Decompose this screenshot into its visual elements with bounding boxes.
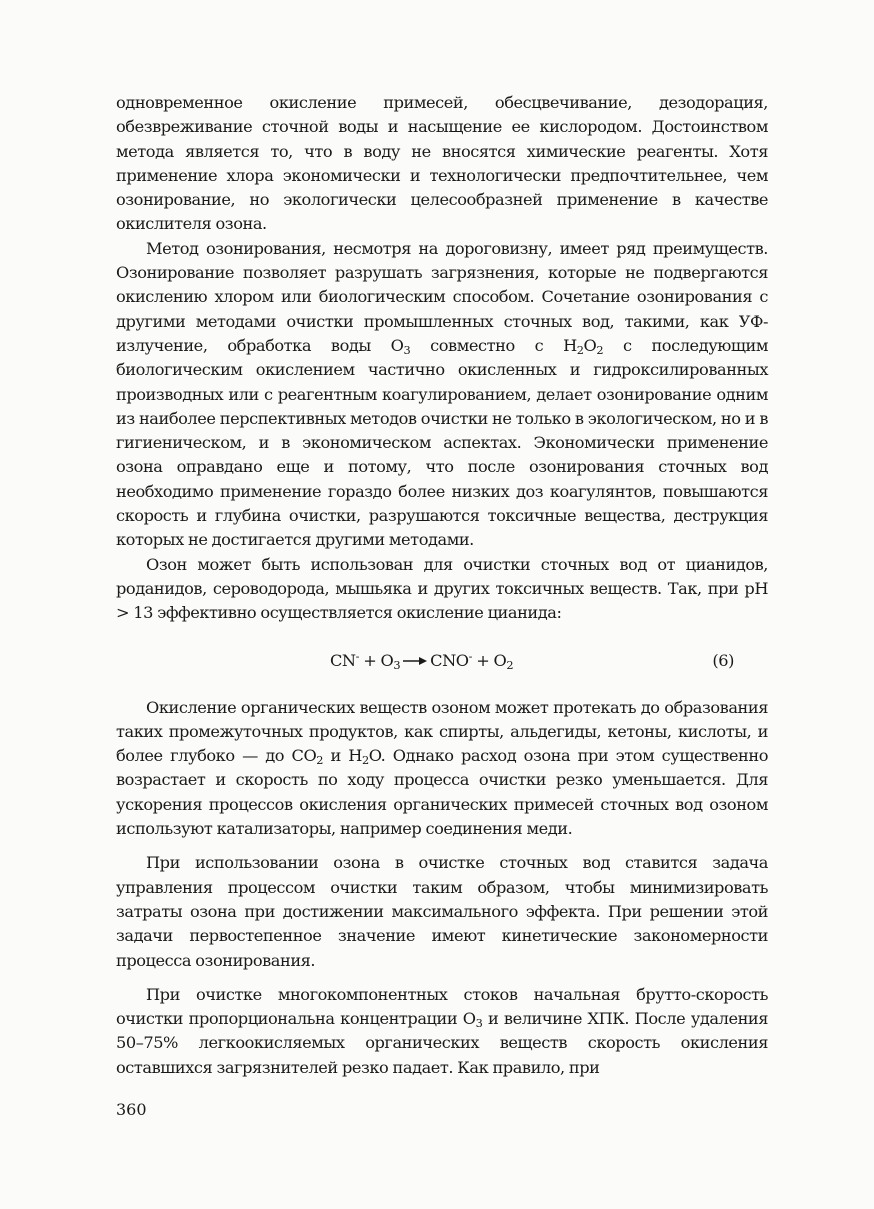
paragraph-4-text-c: O. Однако расход озона при этом существенно возрастает и скорость по ходу процесса очистки резко уменьшается. Для ускорения процессов окисления органических примесей сточных вод озоном используют катализаторы, например соединения меди.: [116, 746, 768, 839]
equation-formula: [330, 649, 513, 673]
document-page: [116, 91, 768, 1080]
subscript: 3: [393, 657, 401, 672]
paragraph-4: [116, 696, 768, 842]
paragraph-4-text-a: Окисление органических веществ озоном может протекать до образования таких промежуточных продуктов, как спирты, альдегиды, кетоны, кислоты, и более глубоко — до CO: [116, 697, 768, 766]
subscript: 2: [596, 342, 604, 357]
paragraph-6-text-b: и величине ХПК. После удаления 50–75% легкоокисляемых органических веществ скорость окисления оставшихся загрязнителей резко падает. Как правило, при: [116, 1009, 769, 1077]
subscript: 2: [316, 752, 324, 767]
paragraph-1: одновременное окисление примесей, обесцвечивание, дезодорация, обезвреживание сточной воды и насыщение ее кислородом. Достоинством метода является то, что в воду не вносятся химические реагенты. Хотя применение хлора экономически и технологически предпочтительнее, чем озонирование, но экологически целесообразней применение в качестве окислителя озона.: [116, 93, 768, 234]
subscript: 3: [475, 1015, 483, 1030]
paragraph-6-text-a: При очистке многокомпонентных стоков начальная брутто-скорость очистки пропорциональна концентрации O: [116, 984, 768, 1029]
paragraph-2-text-a: Метод озонирования, несмотря на дороговизну, имеет ряд преимуществ. Озонирование позволяет разрушать загрязнения, которые не подвергаются окислению хлором или биологическим способом. Сочетание озонирования с другими методами очистки промышленных сточных вод, такими, как УФ-излучение, обработка воды O: [116, 238, 768, 355]
eq-plus-o2: + O: [472, 650, 507, 670]
paragraph-2-text-b: совместно с H: [410, 335, 577, 355]
eq-cno: CNO: [430, 650, 469, 670]
paragraph-5: При использовании озона в очистке сточных вод ставится задача управления процессом очистки таким образом, чтобы минимизировать затраты озона при достижении максимального эффекта. При решении этой задачи первостепенное значение имеют кинетические закономерности процесса озонирования.: [116, 853, 768, 970]
subscript: 2: [506, 657, 514, 672]
subscript: 2: [576, 342, 584, 357]
superscript: -: [355, 648, 360, 663]
equation-6: [116, 636, 768, 686]
paragraph-2-text-d: с последующим биологическим окислением частично окисленных и гидроксилированных производных или с реагентным коагулированием, делает озонирование одним из наиболее перспективных методов очистки не только в экологическом, но и в гигиеническом, и в экономическом аспектах. Экономически применение озона оправдано еще и потому, что после озонирования сточных вод необходимо применение гораздо более низких доз коагулянтов, повышаются скорость и глубина очистки, разрушаются токсичные вещества, деструкция которых не достигается другими методами.: [116, 335, 768, 550]
eq-cn: CN: [330, 650, 356, 670]
subscript: 2: [361, 752, 369, 767]
paragraph-3: Озон может быть использован для очистки сточных вод от цианидов, роданидов, сероводорода, мышьяка и других токсичных веществ. Так, при pH > 13 эффективно осуществляется окисление цианида:: [116, 554, 768, 623]
paragraph-4-text-b: и H: [323, 746, 362, 766]
equation-number: (6): [712, 650, 734, 670]
paragraph-2: [116, 237, 768, 553]
page-number: 360: [116, 1100, 147, 1119]
paragraph-2-text-c: O: [583, 335, 597, 355]
eq-plus-o: + O: [359, 650, 394, 670]
superscript: -: [468, 648, 473, 663]
reaction-arrow-icon: [402, 656, 428, 666]
paragraph-6: [116, 983, 768, 1080]
subscript: 3: [403, 342, 411, 357]
